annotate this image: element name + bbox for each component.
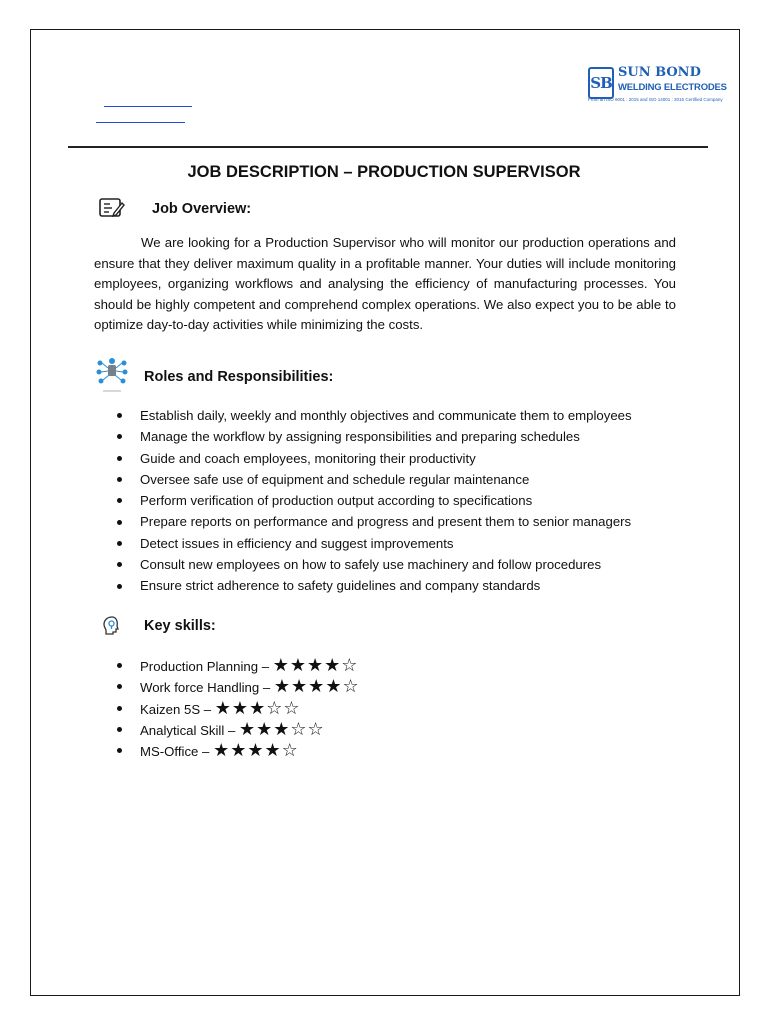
roles-list [0,405,632,597]
overview-paragraph [94,233,676,336]
header-divider [68,146,708,148]
lightbulb-head-icon [101,615,123,642]
list-item: Manage the workflow by assigning responsibilities and preparing schedules [0,426,632,447]
overview-text: We are looking for a Production Supervisor who will monitor our production operations and ensure that they deliver maximum quality in a profitable manner. Your duties will include monitoring employees, organizing workflows and analysing the efficiency of manufacturing processes. You should be highly competent and comprehend complex operations. We also expect you to be able to optimize day-to-day activities while minimizing the costs. [94,235,676,332]
skill-label: MS-Office – [140,744,210,760]
star-rating: ★★★★☆ [273,676,360,698]
skill-item [0,676,360,697]
list-item: Oversee safe use of equipment and schedule regular maintenance [0,469,632,490]
skill-item [0,698,360,719]
skill-item [0,719,360,740]
skill-item [0,740,360,761]
list-item: Detect issues in efficiency and suggest improvements [0,533,632,554]
header-link-2[interactable] [96,122,185,123]
logo-name: SUN BOND [618,65,701,80]
star-rating: ★★★★☆ [272,655,359,676]
logo-subtitle: WELDING ELECTRODES [618,82,727,93]
roles-heading: Roles and Responsibilities: [144,369,334,385]
list-item: Prepare reports on performance and progress and present them to senior managers [0,511,632,532]
page-title: JOB DESCRIPTION – PRODUCTION SUPERVISOR [187,163,581,181]
logo-mark: SB [588,67,614,99]
skill-item [0,655,360,676]
star-rating: ★★★☆☆ [238,718,325,740]
org-network-icon [95,355,129,400]
list-item: Guide and coach employees, monitoring their productivity [0,448,632,469]
skill-label: Production Planning – [140,659,270,674]
logo-tagline: From an ISO 9001 : 2015 and ISO 14001 : 2015 Certified Company [588,97,723,102]
skill-label: Kaizen 5S – [140,701,212,717]
overview-heading: Job Overview: [152,201,252,217]
skills-list [0,655,360,761]
list-item: Establish daily, weekly and monthly objectives and communicate them to employees [0,405,632,426]
header-link-1[interactable] [104,106,192,107]
list-item: Perform verification of production output according to specifications [0,490,632,511]
skill-label: Work force Handling – [140,680,271,696]
skill-label: Analytical Skill – [140,722,236,738]
star-rating: ★★★☆☆ [214,697,301,719]
document-pen-icon [98,196,126,225]
list-item: Ensure strict adherence to safety guidelines and company standards [0,575,632,596]
list-item: Consult new employees on how to safely use machinery and follow procedures [0,554,632,575]
skills-heading: Key skills: [144,618,216,634]
company-logo [588,65,727,105]
star-rating: ★★★★☆ [213,740,299,762]
